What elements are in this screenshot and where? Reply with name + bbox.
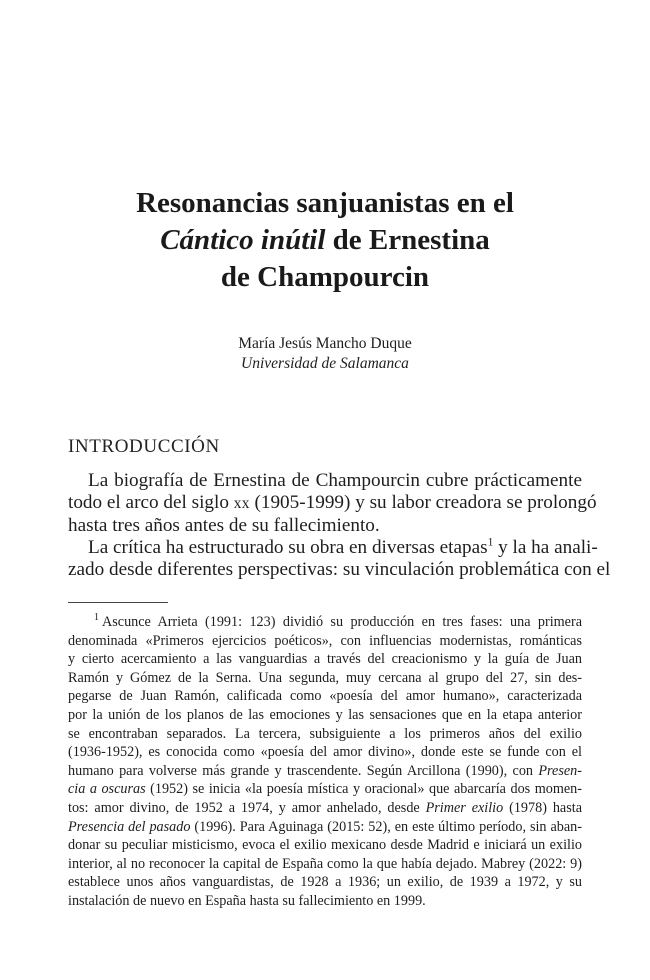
title-line-2: Cántico inútil de Ernestina — [160, 224, 490, 256]
author-block — [0, 334, 650, 374]
author-name: María Jesús Mancho Duque — [238, 335, 412, 352]
work-title: Cántico inútil — [160, 224, 326, 256]
footnote-line: interior, al no reconocer la capital de España como la que había dejado. Mabrey (2022: 9) — [68, 855, 582, 872]
footnote-line: Presencia del pasado (1996). Para Aguinaga (2015: 52), en este último período, sin aban- — [68, 818, 582, 835]
body-line: La crítica ha estructurado su obra en diversas etapas$^1$ y la ha anali- — [88, 536, 598, 558]
body-line: hasta tres años antes de su fallecimiento. — [68, 514, 380, 536]
body-text — [68, 470, 611, 581]
title-line-1: Resonancias sanjuanistas en el — [136, 187, 514, 219]
footnote — [68, 613, 582, 911]
article-title — [0, 185, 650, 296]
footnote-line: Ramón y Gómez de la Serna. Una segunda, muy cercana al grupo del 27, sin des- — [68, 669, 582, 686]
author-affiliation: Universidad de Salamanca — [241, 355, 409, 372]
footnote-line: por la unión de los planos de las emociones y las sensaciones que en la etapa anterior — [68, 706, 582, 723]
footnote-marker: 1 — [94, 612, 99, 624]
body-line: La biografía de Ernestina de Champourcin cubre prácticamente — [88, 470, 582, 491]
footnote-line: donar su peculiar misticismo, evoca el exilio mexicano desde Madrid e iniciará un exilio — [68, 837, 582, 854]
footnote-line: y cierto acercamiento a las vanguardias a través del creacionismo y la guía de Juan — [68, 651, 582, 668]
footnote-line: (1936-1952), es conocida como «poesía del amor divino», donde este se funde con el — [68, 744, 582, 761]
body-line: todo el arco del siglo xx (1905-1999) y su labor creadora se prolongó — [68, 492, 597, 514]
footnote-line: $^1$ Ascunce Arrieta (1991: 123) dividió su producción en tres fases: una primera — [94, 612, 582, 630]
footnote-line: se encontraban separados. La tercera, subsiguiente a los primeros años del exilio — [68, 725, 582, 742]
footnote-line: instalación de nuevo en España hasta su fallecimiento en 1999. — [68, 892, 426, 909]
footnote-line: tos: amor divino, de 1952 a 1974, y amor anhelado, desde Primer exilio (1978) hasta — [68, 799, 582, 816]
footnote-line: establece unos años vanguardistas, de 1928 a 1936; un exilio, de 1939 a 1972, y su — [68, 874, 582, 891]
title-line-3: de Champourcin — [220, 261, 430, 293]
body-line: zado desde diferentes perspectivas: su vinculación problemática con el — [68, 559, 611, 581]
footnote-line: pegarse de Juan Ramón, calificada como «poesía del amor humano», caracterizada — [68, 688, 582, 705]
footnote-line: denominada «Primeros ejercicios poéticos», con influencias modernistas, románticas — [68, 632, 582, 649]
footnote-reference[interactable]: 1 — [487, 536, 494, 549]
footnote-line: cia a oscuras (1952) se inicia «la poesía mística y oracional» que abarcaría dos momen- — [68, 781, 582, 798]
footnote-line: humano para volverse más grande y trascendente. Según Arcillona (1990), con Presen- — [68, 762, 582, 779]
footnote-divider — [68, 602, 168, 603]
section-heading: INTRODUCCIÓN — [68, 436, 220, 457]
